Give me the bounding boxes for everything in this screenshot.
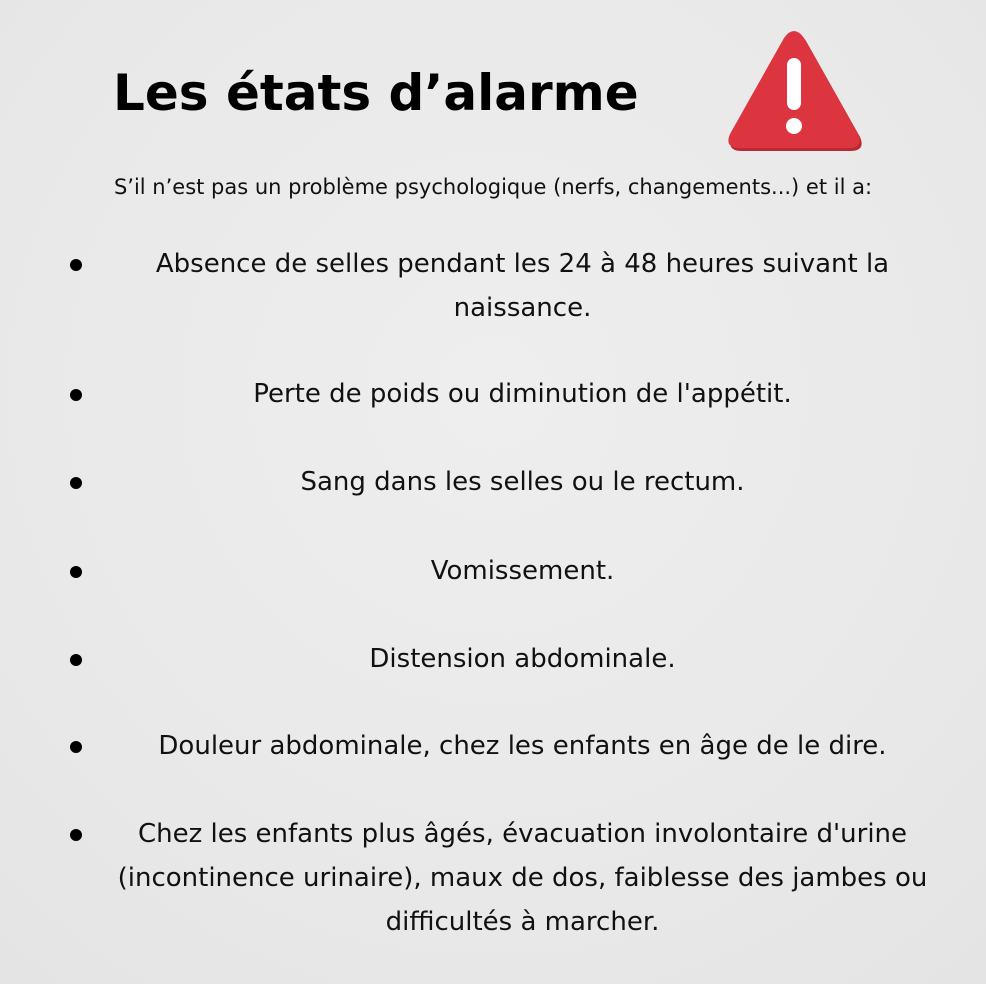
list-item-text: Chez les enfants plus âgés, évacuation involontaire d'urine (incontinence urinaire), maux de dos, faiblesse des jambes ou difficultés à marcher. bbox=[117, 819, 928, 937]
list-item-text: Perte de poids ou diminution de l'appétit. bbox=[253, 379, 792, 409]
list-item-text: Absence de selles pendant les 24 à 48 heures suivant la naissance. bbox=[155, 249, 890, 323]
intro-text: S’il n’est pas un problème psychologique (nerfs, changements...) et il a: bbox=[113, 175, 873, 199]
bullet bbox=[70, 477, 82, 489]
bullet bbox=[70, 829, 82, 841]
bullet bbox=[70, 654, 82, 666]
list-item-text: Distension abdominale. bbox=[369, 644, 676, 674]
page-title: Les états d’alarme bbox=[113, 64, 639, 122]
list-item-text: Vomissement. bbox=[430, 556, 615, 586]
bullet bbox=[70, 566, 82, 578]
list-item-text: Douleur abdominale, chez les enfants en âge de le dire. bbox=[158, 731, 887, 761]
bullet bbox=[70, 741, 82, 753]
bullet bbox=[70, 259, 82, 271]
bullet bbox=[70, 389, 82, 401]
warning-icon bbox=[726, 30, 862, 152]
list-item-text: Sang dans les selles ou le rectum. bbox=[300, 467, 745, 497]
